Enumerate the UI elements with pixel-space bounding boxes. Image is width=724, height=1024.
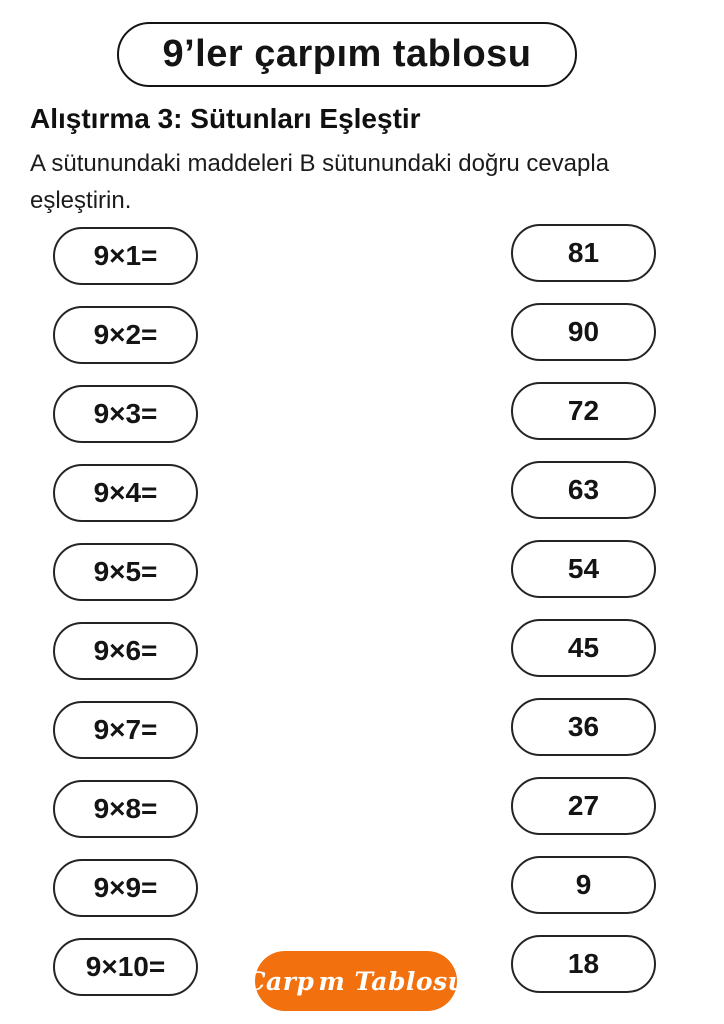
match-item-a[interactable]: 9×9= (53, 859, 198, 917)
match-answer-b[interactable]: 63 (511, 461, 656, 519)
match-answer-b[interactable]: 18 (511, 935, 656, 993)
match-item-a[interactable]: 9×1= (53, 227, 198, 285)
match-item-a[interactable]: 9×2= (53, 306, 198, 364)
exercise-instructions: A sütunundaki maddeleri B sütunundaki doğru cevapla eşleştirin. (30, 150, 610, 214)
exercise-heading: Alıştırma 3: Sütunları Eşleştir (30, 103, 421, 134)
match-answer-b[interactable]: 45 (511, 619, 656, 677)
match-item-a[interactable]: 9×10= (53, 938, 198, 996)
match-item-a[interactable]: 9×6= (53, 622, 198, 680)
worksheet-title-pill (117, 22, 577, 87)
brand-badge-text-after: m Tablosu (318, 966, 467, 996)
match-answer-b[interactable]: 81 (511, 224, 656, 282)
match-answer-b[interactable]: 36 (511, 698, 656, 756)
brand-badge (245, 951, 467, 1011)
match-item-a[interactable]: 9×4= (53, 464, 198, 522)
match-item-a[interactable]: 9×8= (53, 780, 198, 838)
match-answer-b[interactable]: 54 (511, 540, 656, 598)
match-answer-b[interactable]: 72 (511, 382, 656, 440)
match-item-a[interactable]: 9×5= (53, 543, 198, 601)
worksheet-title: 9’ler çarpım tablosu (162, 33, 532, 75)
match-answer-b[interactable]: 9 (511, 856, 656, 914)
match-answer-b[interactable]: 27 (511, 777, 656, 835)
match-column-a (53, 227, 198, 996)
match-item-a[interactable]: 9×3= (53, 385, 198, 443)
match-answer-b[interactable]: 90 (511, 303, 656, 361)
match-column-b (511, 224, 656, 993)
match-item-a[interactable]: 9×7= (53, 701, 198, 759)
brand-badge-text-before: Çarp (245, 966, 315, 996)
